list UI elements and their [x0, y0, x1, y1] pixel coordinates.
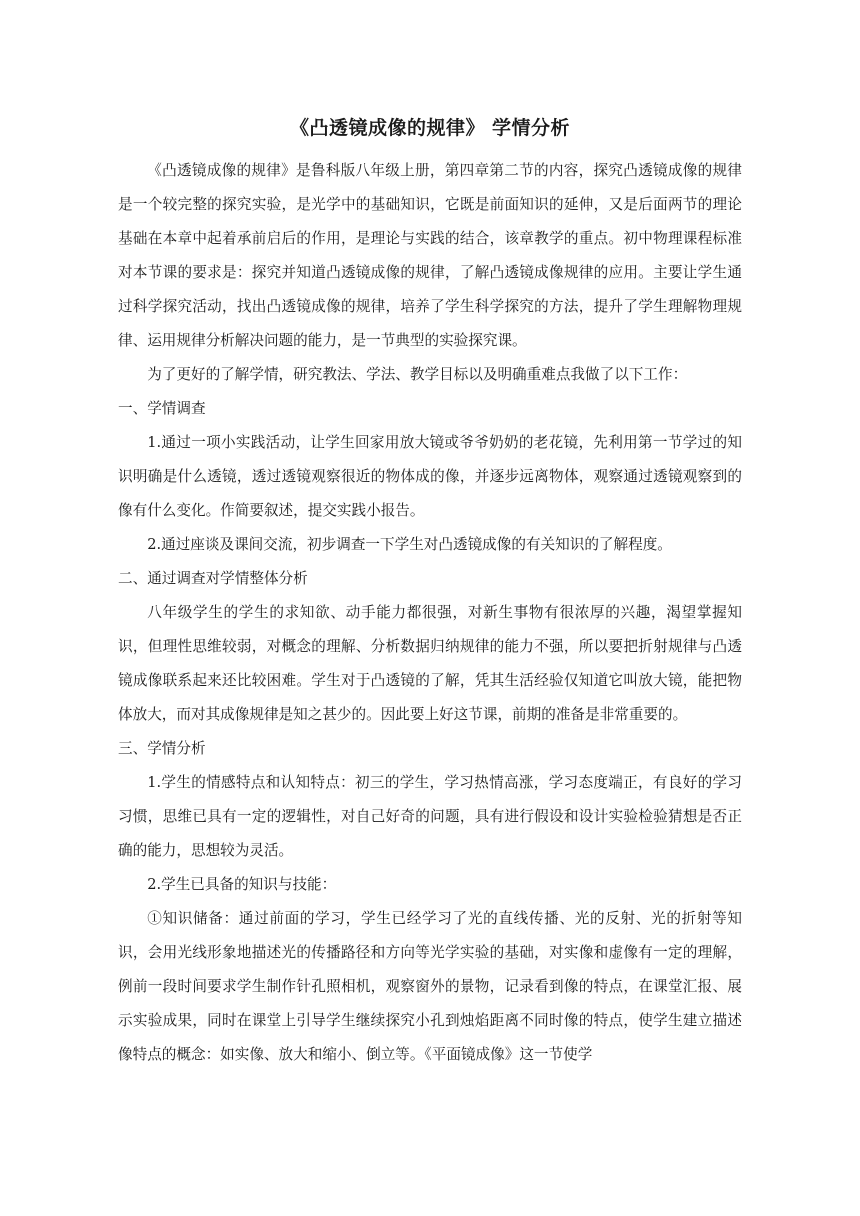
- overall-analysis-body: 八年级学生的学生的求知欲、动手能力都很强，对新生事物有很浓厚的兴趣，渴望掌握知识，但理性思维较弱，对概念的理解、分析数据归纳规律的能力不强，所以要把折射规律与凸透镜成像联系起来还比较困难。学生对于凸透镜的了解，凭其生活经验仅知道它叫放大镜，能把物体放大，而对其成像规律是知之甚少的。因此要上好这节课，前期的准备是非常重要的。: [118, 604, 742, 723]
- survey-item-1: 1.通过一项小实践活动，让学生回家用放大镜或爷爷奶奶的老花镜，先利用第一节学过的知识明确是什么透镜，透过透镜观察很近的物体成的像，并逐步远离物体，观察通过透镜观察到的像有什么变化。作简要叙述，提交实践小报告。: [118, 434, 742, 519]
- section-heading-overall-analysis: 二、通过调查对学情整体分析: [118, 570, 308, 587]
- document-title: 《凸透镜成像的规律》 学情分析: [289, 117, 571, 139]
- document-page: [118, 112, 742, 1072]
- section-heading-survey: 一、学情调查: [118, 400, 206, 417]
- analysis-item-2-sub-1: ①知识储备：通过前面的学习，学生已经学习了光的直线传播、光的反射、光的折射等知识，会用光线形象地描述光的传播路径和方向等光学实验的基础，对实像和虚像有一定的理解，例前一段时间要求学生制作针孔照相机，观察窗外的景物，记录看到像的特点，在课堂汇报、展示实验成果，同时在课堂上引导学生继续探究小孔到烛焰距离不同时像的特点，使学生建立描述像特点的概念：如实像、放大和缩小、倒立等。《平面镜成像》这一节使学: [118, 910, 742, 1063]
- section-heading-student-analysis: 三、学情分析: [118, 740, 206, 757]
- intro-paragraph: 《凸透镜成像的规律》是鲁科版八年级上册，第四章第二节的内容，探究凸透镜成像的规律是一个较完整的探究实验，是光学中的基础知识，它既是前面知识的延伸，又是后面两节的理论基础在本章中起着承前启后的作用，是理论与实践的结合，该章教学的重点。初中物理课程标准对本节课的要求是：探究并知道凸透镜成像的规律，了解凸透镜成像规律的应用。主要让学生通过科学探究活动，找出凸透镜成像的规律，培养了学生科学探究的方法，提升了学生理解物理规律、运用规律分析解决问题的能力，是一节典型的实验探究课。: [118, 162, 742, 349]
- survey-item-2: 2.通过座谈及课间交流，初步调查一下学生对凸透镜成像的有关知识的了解程度。: [147, 536, 672, 553]
- analysis-item-1: 1.学生的情感特点和认知特点：初三的学生，学习热情高涨，学习态度端正，有良好的学习习惯，思维已具有一定的逻辑性，对自己好奇的问题，具有进行假设和设计实验检验猜想是否正确的能力，思想较为灵活。: [118, 774, 742, 859]
- analysis-item-2: 2.学生已具备的知识与技能：: [147, 876, 337, 893]
- purpose-paragraph: 为了更好的了解学情，研究教法、学法、教学目标以及明确重难点我做了以下工作：: [147, 366, 688, 383]
